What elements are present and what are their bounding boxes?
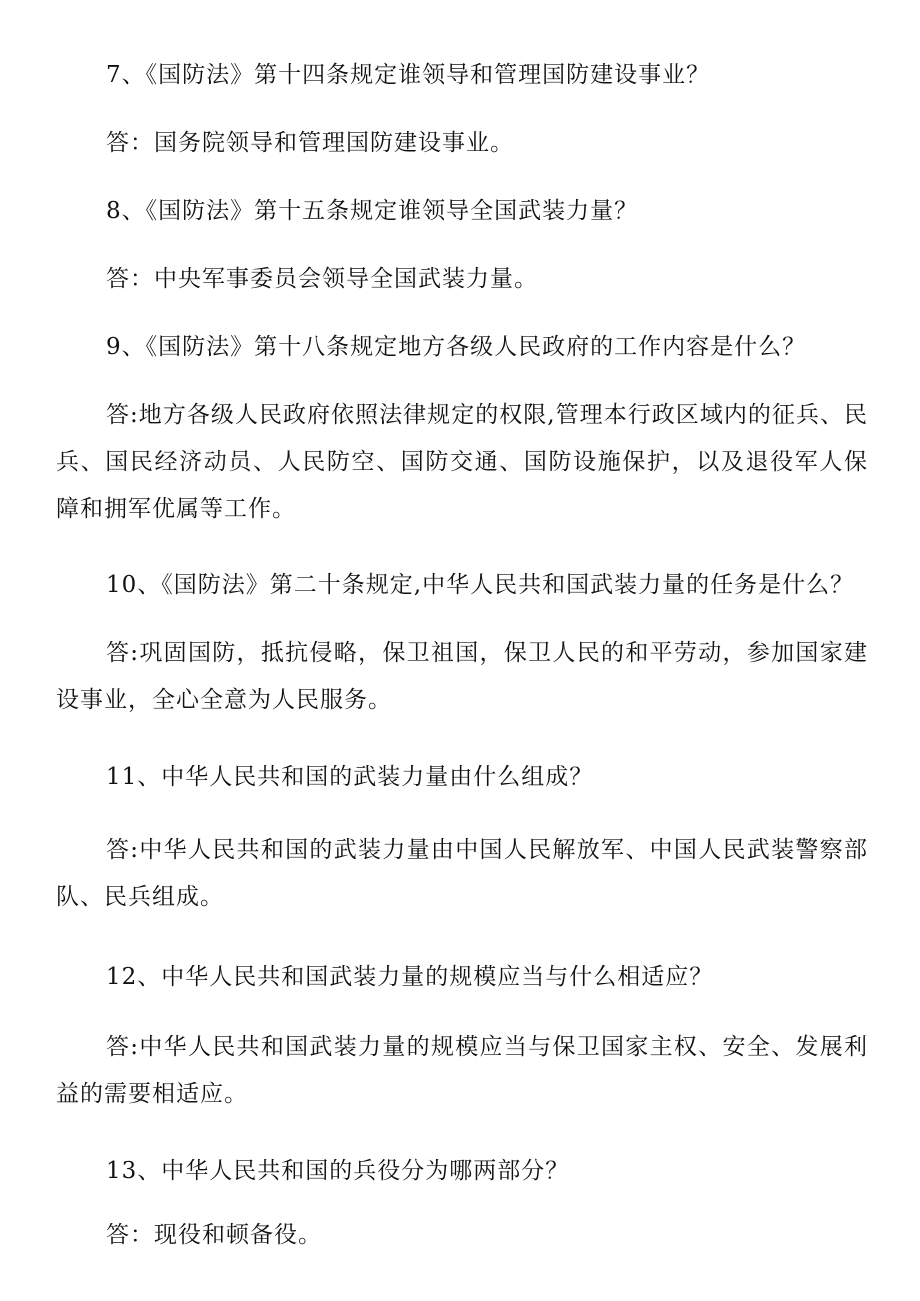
answer-12: 答:中华人民共和国武装力量的规模应当与保卫国家主权、安全、发展利益的需要相适应。 (56, 1034, 868, 1107)
question-8: 8、《国防法》第十五条规定谁领导全国武装力量？ (106, 198, 639, 224)
answer-13: 答：现役和顿备役。 (106, 1222, 322, 1248)
answer-9: 答:地方各级人民政府依照法律规定的权限,管理本行政区域内的征兵、民兵、国民经济动员、人民防空、国防交通、国防设施保护，以及退役军人保障和拥军优属等工作。 (56, 402, 868, 522)
question-9: 9、《国防法》第十八条规定地方各级人民政府的工作内容是什么？ (106, 334, 807, 360)
answer-7: 答：国务院领导和管理国防建设事业。 (106, 130, 514, 156)
question-11: 11、中华人民共和国的武装力量由什么组成？ (106, 764, 594, 790)
question-7: 7、《国防法》第十四条规定谁领导和管理国防建设事业？ (106, 62, 711, 88)
answer-10: 答:巩固国防，抵抗侵略，保卫祖国，保卫人民的和平劳动，参加国家建设事业，全心全意为人民服务。 (56, 640, 868, 713)
answer-11: 答:中华人民共和国的武装力量由中国人民解放军、中国人民武装警察部队、民兵组成。 (56, 837, 868, 910)
question-13: 13、中华人民共和国的兵役分为哪两部分？ (106, 1158, 570, 1184)
question-10: 10、《国防法》第二十条规定,中华人民共和国武装力量的任务是什么？ (106, 572, 855, 598)
answer-8: 答：中央军事委员会领导全国武装力量。 (106, 266, 538, 292)
question-12: 12、中华人民共和国武装力量的规模应当与什么相适应？ (106, 964, 714, 990)
